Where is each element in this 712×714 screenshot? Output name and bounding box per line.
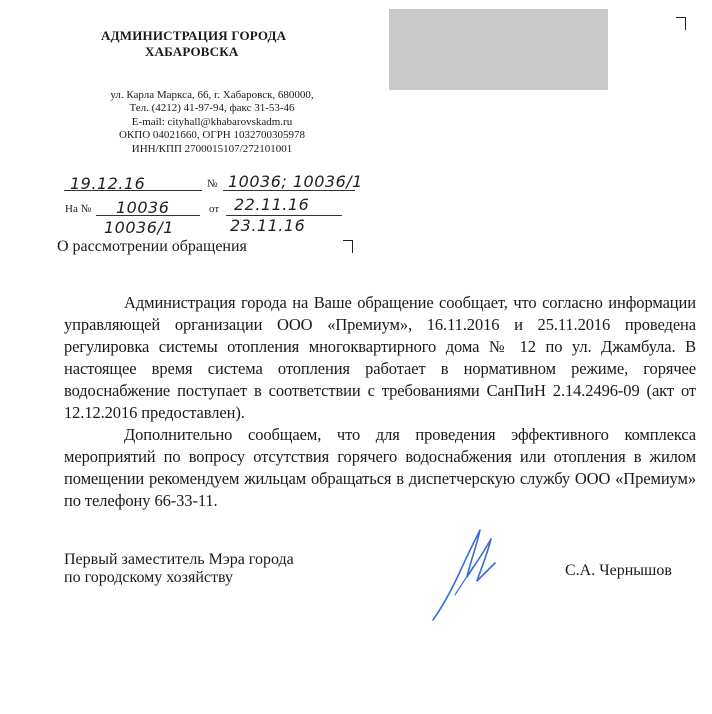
email-line: E-mail: cityhall@khabarovskadm.ru: [131, 115, 293, 128]
number-label: №: [207, 178, 218, 190]
redacted-recipient-block: [389, 9, 608, 90]
reference-date-2: 23.11.16: [230, 216, 306, 235]
organization-name-line2: ХАБАРОВСКА: [145, 44, 239, 59]
phone-line: Тел. (4212) 41-97-94, факс 31-53-46: [129, 102, 295, 115]
address-line: ул. Карла Маркса, 66, г. Хабаровск, 680000,: [110, 89, 314, 101]
signatory-title-line2: по городскому хозяйству: [64, 569, 234, 586]
handwritten-signature: [425, 525, 515, 625]
reference-date-1: 22.11.16: [234, 195, 310, 214]
inn-kpp-line: ИНН/КПП 2700015107/272101001: [131, 142, 293, 155]
organization-name-line1: АДМИНИСТРАЦИЯ ГОРОДА: [101, 28, 287, 43]
letter-subject: О рассмотрении обращения: [57, 238, 247, 255]
outgoing-number: 10036; 10036/1: [228, 172, 363, 191]
organization-name: [101, 28, 286, 60]
contact-details: [82, 89, 342, 156]
reference-number-label: На №: [65, 203, 92, 215]
reference-number-1: 10036: [116, 198, 170, 217]
outgoing-date: 19.12.16: [70, 174, 146, 193]
signatory-title-line1: Первый заместитель Мэра города: [64, 551, 294, 568]
address-corner-mark: [676, 17, 686, 30]
body-paragraph-2: Дополнительно сообщаем, что для проведения эффективного комплекса мероприятий по вопросу отсутствия горячего водоснабжения или отопления в жилом помещении рекомендуем жильцам обращаться в диспетчерскую службу ООО «Премиум» по телефону 66-33-11.: [64, 425, 696, 510]
letter-body: [64, 292, 696, 512]
subject-corner-mark: [343, 240, 353, 253]
signatory-title: [64, 551, 294, 587]
signatory-name: С.А. Чернышов: [565, 562, 672, 579]
body-paragraph-1: Администрация города на Ваше обращение сообщает, что согласно информации управляющей организации ООО «Премиум», 16.11.2016 и 25.11.2016 проведена регулировка системы отопления многоквартирного дома № 12 по ул. Джамбула. В настоящее время система отопления работает в нормативном режиме, горячее водоснабжение поступает в соответствии с требованиями СанПиН 2.14.2496-09 (акт от 12.12.2016 предоставлен).: [64, 293, 696, 422]
from-label: от: [209, 203, 220, 215]
reference-number-2: 10036/1: [104, 218, 174, 237]
okpo-ogrn-line: ОКПО 04021660, ОГРН 1032700305978: [118, 129, 306, 142]
